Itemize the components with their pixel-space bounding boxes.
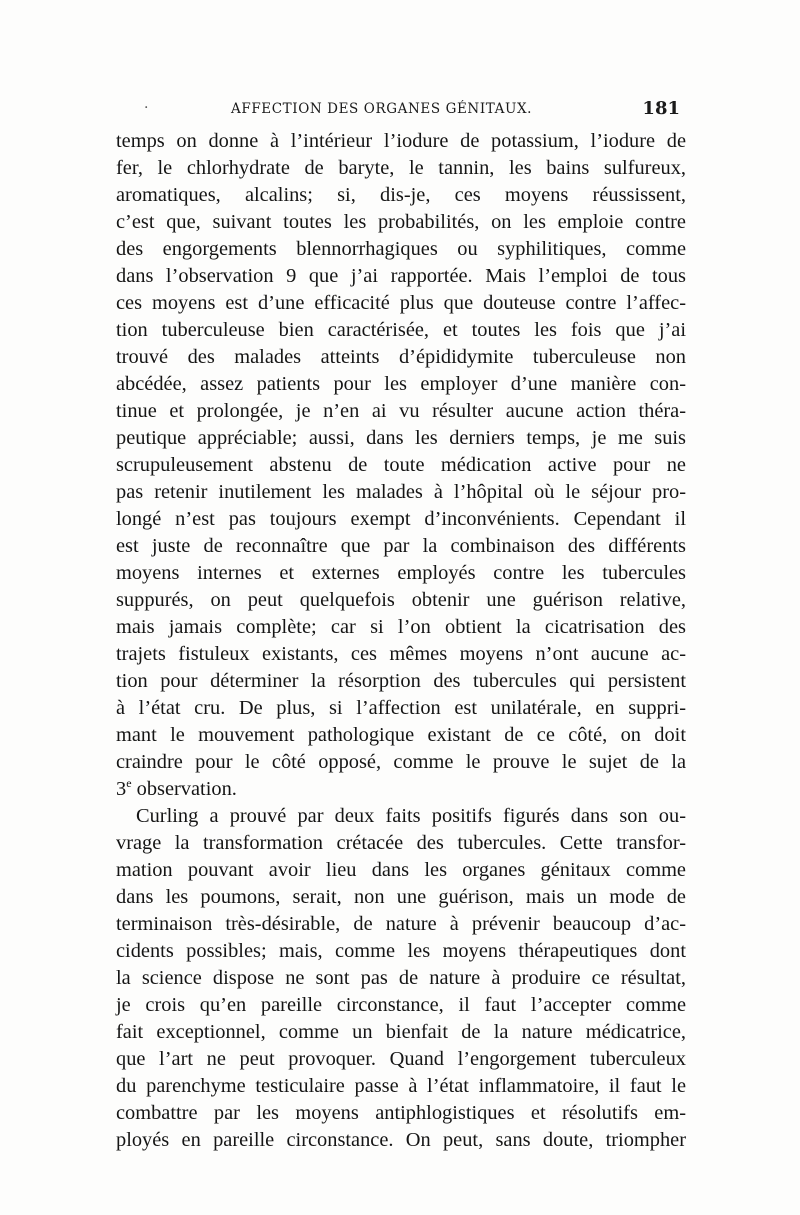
- text-line: mant le mouvement pathologique existant de ce côté, on doit: [116, 724, 686, 746]
- text-line: tion pour déterminer la résorption des tubercules qui persistent: [116, 670, 686, 692]
- text-line: combattre par les moyens antiphlogistiques et résolutifs em-: [116, 1102, 686, 1124]
- page-number: 181: [642, 98, 680, 119]
- text-line-final: [116, 776, 686, 803]
- text-line: craindre pour le côté opposé, comme le prouve le sujet de la: [116, 751, 686, 773]
- header-ornament-dot: ·: [144, 100, 149, 116]
- text-line: pas retenir inutilement les malades à l’hôpital où le séjour pro-: [116, 481, 686, 503]
- text-line: ces moyens est d’une efficacité plus que douteuse contre l’affec-: [116, 292, 686, 314]
- text-line: des engorgements blennorrhagiques ou syphilitiques, comme: [116, 238, 686, 260]
- text-line: tion tuberculeuse bien caractérisée, et toutes les fois que j’ai: [116, 319, 686, 341]
- text-line: dans les poumons, serait, non une guérison, mais un mode de: [116, 886, 686, 908]
- text-line: mais jamais complète; car si l’on obtient la cicatrisation des: [116, 616, 686, 638]
- page-header: [116, 98, 684, 128]
- text-line: c’est que, suivant toutes les probabilités, on les emploie contre: [116, 211, 686, 233]
- text-line: est juste de reconnaître que par la combinaison des différents: [116, 535, 686, 557]
- text-line: longé n’est pas toujours exempt d’inconvénients. Cependant il: [116, 508, 686, 530]
- text-line: fer, le chlorhydrate de baryte, le tannin, les bains sulfureux,: [116, 157, 686, 179]
- text-line: du parenchyme testiculaire passe à l’état inflammatoire, il faut le: [116, 1075, 686, 1097]
- text-line: ployés en pareille circonstance. On peut, sans doute, triompher: [116, 1129, 686, 1151]
- text-line: moyens internes et externes employés contre les tubercules: [116, 562, 686, 584]
- text-line: tinue et prolongée, je n’en ai vu résulter aucune action théra-: [116, 400, 686, 422]
- text-line: la science dispose ne sont pas de nature à produire ce résultat,: [116, 967, 686, 989]
- text-line: que l’art ne peut provoquer. Quand l’engorgement tuberculeux: [116, 1048, 686, 1070]
- final-line-text: observation.: [131, 778, 237, 800]
- text-line: trouvé des malades atteints d’épididymite tuberculeuse non: [116, 346, 686, 368]
- text-line: scrupuleusement abstenu de toute médication active pour ne: [116, 454, 686, 476]
- text-line: peutique appréciable; aussi, dans les derniers temps, je me suis: [116, 427, 686, 449]
- text-line: terminaison très-désirable, de nature à prévenir beaucoup d’ac-: [116, 913, 686, 935]
- text-line: vrage la transformation crétacée des tubercules. Cette transfor-: [116, 832, 686, 854]
- text-line: à l’état cru. De plus, si l’affection est unilatérale, en suppri-: [116, 697, 686, 719]
- text-line-indented: Curling a prouvé par deux faits positifs figurés dans son ou-: [136, 805, 686, 827]
- text-line: trajets fistuleux existants, ces mêmes moyens n’ont aucune ac-: [116, 643, 686, 665]
- text-line: je crois qu’en pareille circonstance, il faut l’accepter comme: [116, 994, 686, 1016]
- text-line: abcédée, assez patients pour les employer d’une manière con-: [116, 373, 686, 395]
- text-line: temps on donne à l’intérieur l’iodure de potassium, l’iodure de: [116, 130, 686, 152]
- paragraph-2: [116, 803, 686, 1154]
- paragraph-1: [116, 128, 686, 803]
- text-line: mation pouvant avoir lieu dans les organes génitaux comme: [116, 859, 686, 881]
- text-line: dans l’observation 9 que j’ai rapportée. Mais l’emploi de tous: [116, 265, 686, 287]
- running-title: AFFECTION DES ORGANES GÉNITAUX.: [231, 101, 533, 117]
- text-line: fait exceptionnel, comme un bienfait de la nature médicatrice,: [116, 1021, 686, 1043]
- text-line: aromatiques, alcalins; si, dis-je, ces moyens réussissent,: [116, 184, 686, 206]
- ordinal-number: 3: [116, 778, 127, 800]
- ordinal-superscript: e: [126, 776, 132, 791]
- text-line: suppurés, on peut quelquefois obtenir une guérison relative,: [116, 589, 686, 611]
- text-line: cidents possibles; mais, comme les moyens thérapeutiques dont: [116, 940, 686, 962]
- body-text: [116, 128, 686, 1154]
